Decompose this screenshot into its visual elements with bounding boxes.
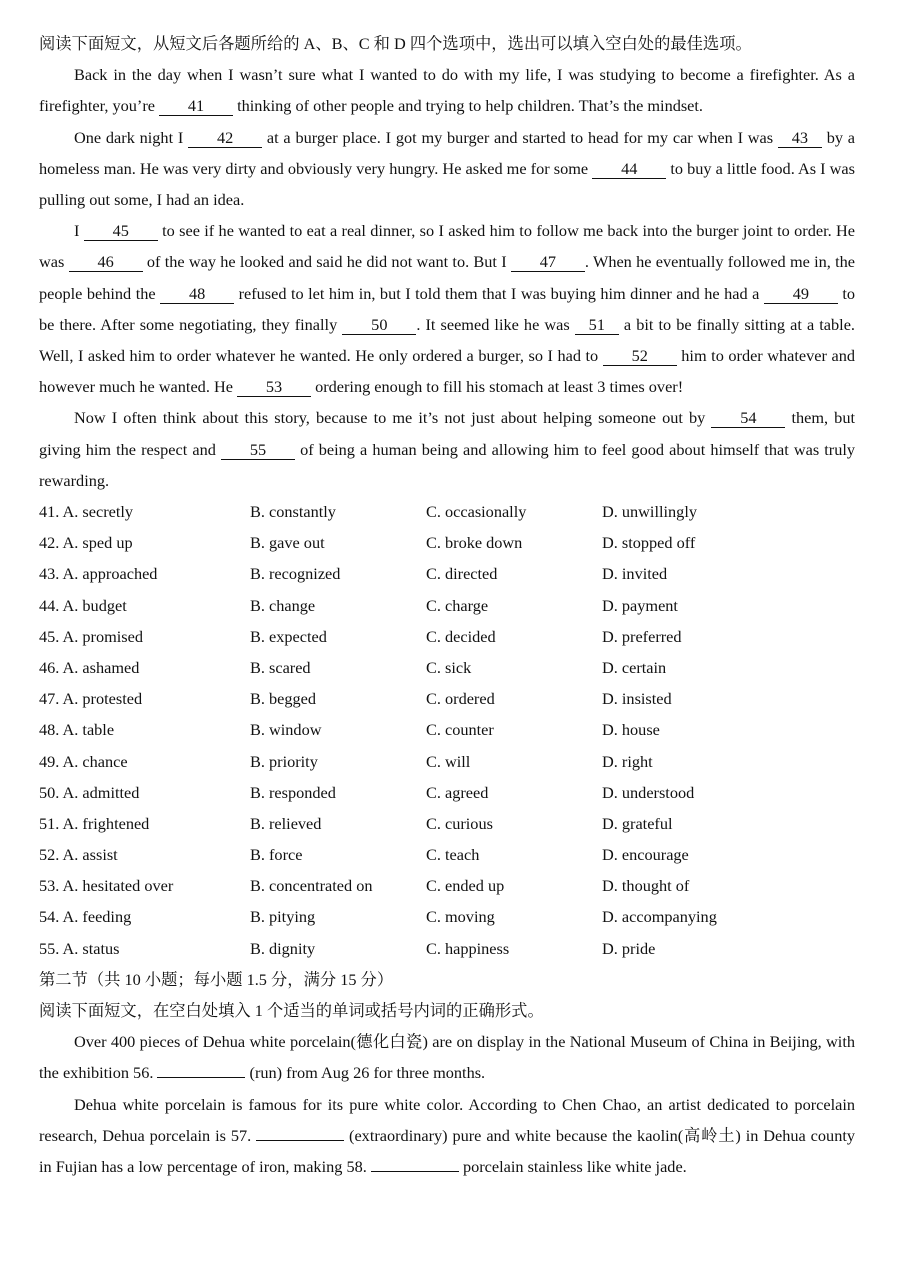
- option-row-55: [39, 933, 855, 964]
- option-a[interactable]: 48. A. table: [39, 720, 115, 740]
- option-c[interactable]: C. will: [426, 751, 471, 771]
- passage-paragraph-2: One dark night I 42 at a burger place. I got my burger and started to head for my car when I was 43 by a homeless man. He was very dirty and obviously very hungry. He asked me for some 44 to buy a little food. As I was pulling out some, I had an idea.: [39, 127, 855, 209]
- option-a[interactable]: 43. A. approached: [39, 564, 158, 584]
- option-a[interactable]: 52. A. assist: [39, 845, 118, 865]
- section2-paragraph-1: Over 400 pieces of Dehua white porcelain(德化白瓷) are on display in the National Museum of China in Beijing, with the exhibition 56. (run) from Aug 26 for three months.: [39, 1032, 855, 1083]
- option-row-49: [39, 746, 855, 777]
- blank-44[interactable]: 44: [592, 160, 666, 179]
- option-a[interactable]: 51. A. frightened: [39, 813, 150, 833]
- option-d[interactable]: D. pride: [602, 938, 656, 958]
- option-b[interactable]: B. scared: [250, 657, 311, 677]
- option-c[interactable]: C. sick: [426, 657, 472, 677]
- exam-page: [39, 28, 855, 1182]
- option-a[interactable]: 44. A. budget: [39, 595, 127, 615]
- option-a[interactable]: 54. A. feeding: [39, 907, 132, 927]
- option-d[interactable]: D. understood: [602, 782, 695, 802]
- option-a[interactable]: 49. A. chance: [39, 751, 128, 771]
- option-row-52: [39, 839, 855, 870]
- option-c[interactable]: C. directed: [426, 564, 498, 584]
- option-c[interactable]: C. decided: [426, 626, 496, 646]
- option-c[interactable]: C. ordered: [426, 689, 495, 709]
- blank-51[interactable]: 51: [575, 316, 619, 335]
- option-b[interactable]: B. expected: [250, 626, 327, 646]
- option-d[interactable]: D. encourage: [602, 845, 689, 865]
- blank-47[interactable]: 47: [511, 253, 585, 272]
- option-c[interactable]: C. occasionally: [426, 502, 527, 522]
- blank-56[interactable]: [157, 1077, 245, 1078]
- option-d[interactable]: D. thought of: [602, 876, 690, 896]
- blank-53[interactable]: 53: [237, 378, 311, 397]
- option-row-47: [39, 683, 855, 714]
- option-row-46: [39, 652, 855, 683]
- section2-heading: 第二节（共 10 小题；每小题 1.5 分，满分 15 分）: [39, 969, 394, 989]
- blank-54[interactable]: 54: [711, 409, 785, 428]
- option-a[interactable]: 53. A. hesitated over: [39, 876, 174, 896]
- option-c[interactable]: C. happiness: [426, 938, 510, 958]
- option-d[interactable]: D. invited: [602, 564, 668, 584]
- option-a[interactable]: 45. A. promised: [39, 626, 144, 646]
- blank-49[interactable]: 49: [764, 285, 838, 304]
- passage-paragraph-4: Now I often think about this story, because to me it’s not just about helping someone out by 54 them, but giving him the respect and 55 of being a human being and allowing him to feel good about himself that was truly rewarding.: [39, 408, 856, 490]
- option-row-51: [39, 808, 855, 839]
- option-row-45: [39, 621, 855, 652]
- option-c[interactable]: C. counter: [426, 720, 494, 740]
- option-c[interactable]: C. ended up: [426, 876, 505, 896]
- option-b[interactable]: B. pitying: [250, 907, 316, 927]
- option-b[interactable]: B. dignity: [250, 938, 316, 958]
- option-c[interactable]: C. charge: [426, 595, 489, 615]
- option-c[interactable]: C. agreed: [426, 782, 489, 802]
- option-a[interactable]: 50. A. admitted: [39, 782, 140, 802]
- blank-58[interactable]: [371, 1171, 459, 1172]
- option-d[interactable]: D. stopped off: [602, 533, 696, 553]
- option-b[interactable]: B. begged: [250, 689, 317, 709]
- option-row-41: [39, 496, 855, 527]
- option-a[interactable]: 46. A. ashamed: [39, 657, 140, 677]
- option-b[interactable]: B. gave out: [250, 533, 325, 553]
- option-b[interactable]: B. priority: [250, 751, 318, 771]
- option-d[interactable]: D. insisted: [602, 689, 672, 709]
- option-c[interactable]: C. broke down: [426, 533, 523, 553]
- option-b[interactable]: B. responded: [250, 782, 336, 802]
- option-row-50: [39, 777, 855, 808]
- option-d[interactable]: D. house: [602, 720, 660, 740]
- option-d[interactable]: D. right: [602, 751, 653, 771]
- option-a[interactable]: 55. A. status: [39, 938, 120, 958]
- option-b[interactable]: B. concentrated on: [250, 876, 373, 896]
- option-a[interactable]: 42. A. sped up: [39, 533, 133, 553]
- blank-52[interactable]: 52: [603, 347, 677, 366]
- section1-instruction: 阅读下面短文，从短文后各题所给的 A、B、C 和 D 四个选项中，选出可以填入空白处的最佳选项。: [39, 34, 752, 53]
- option-a[interactable]: 47. A. protested: [39, 689, 143, 709]
- option-row-48: [39, 714, 855, 745]
- option-b[interactable]: B. constantly: [250, 502, 336, 522]
- option-a[interactable]: 41. A. secretly: [39, 502, 134, 522]
- section2-instruction: 阅读下面短文，在空白处填入 1 个适当的单词或括号内词的正确形式。: [39, 1001, 544, 1021]
- option-b[interactable]: B. window: [250, 720, 322, 740]
- option-row-44: [39, 590, 855, 621]
- option-b[interactable]: B. force: [250, 845, 303, 865]
- option-row-43: [39, 558, 855, 589]
- option-c[interactable]: C. moving: [426, 907, 495, 927]
- blank-57[interactable]: [256, 1140, 344, 1141]
- blank-42[interactable]: 42: [188, 129, 262, 148]
- passage-paragraph-1: Back in the day when I wasn’t sure what I wanted to do with my life, I was studying to become a firefighter. As a firefighter, you’re 41 thinking of other people and trying to help children. That’s the mindset.: [39, 65, 855, 116]
- option-row-53: [39, 870, 855, 901]
- option-d[interactable]: D. grateful: [602, 813, 673, 833]
- blank-43[interactable]: 43: [778, 129, 822, 148]
- option-b[interactable]: B. recognized: [250, 564, 341, 584]
- passage-paragraph-3: I 45 to see if he wanted to eat a real dinner, so I asked him to follow me back into the burger joint to order. He was 46 of the way he looked and said he did not want to. But I 47 . When he eventually followed me in, the people behind the 48 refused to let him in, but I told them that I was buying him dinner and he had a 49 to be there. After some negotiating, they finally 50 . It seemed like he was 51 a bit to be finally sitting at a table. Well, I asked him to order whatever he wanted. He only ordered a burger, so I had to 52 him to order whatever and however much he wanted. He 53 ordering enough to fill his stomach at least 3 times over!: [39, 221, 855, 397]
- blank-50[interactable]: 50: [342, 316, 416, 335]
- option-c[interactable]: C. teach: [426, 845, 480, 865]
- option-row-42: [39, 527, 855, 558]
- option-b[interactable]: B. relieved: [250, 813, 322, 833]
- blank-55[interactable]: 55: [221, 441, 295, 460]
- option-b[interactable]: B. change: [250, 595, 316, 615]
- option-d[interactable]: D. payment: [602, 595, 678, 615]
- blank-45[interactable]: 45: [84, 222, 158, 241]
- blank-46[interactable]: 46: [69, 253, 143, 272]
- section2-paragraph-2: Dehua white porcelain is famous for its pure white color. According to Chen Chao, an artist dedicated to porcelain research, Dehua porcelain is 57. (extraordinary) pure and white because the kaolin(高岭土) in Dehua county in Fujian has a low percentage of iron, making 58. porcelain stainless like white jade.: [39, 1094, 855, 1177]
- option-d[interactable]: D. preferred: [602, 626, 682, 646]
- option-d[interactable]: D. unwillingly: [602, 502, 697, 522]
- option-d[interactable]: D. certain: [602, 657, 667, 677]
- option-d[interactable]: D. accompanying: [602, 907, 717, 927]
- option-c[interactable]: C. curious: [426, 813, 493, 833]
- blank-48[interactable]: 48: [160, 285, 234, 304]
- blank-41[interactable]: 41: [159, 97, 233, 116]
- options-list: [39, 496, 855, 964]
- option-row-54: [39, 901, 855, 932]
